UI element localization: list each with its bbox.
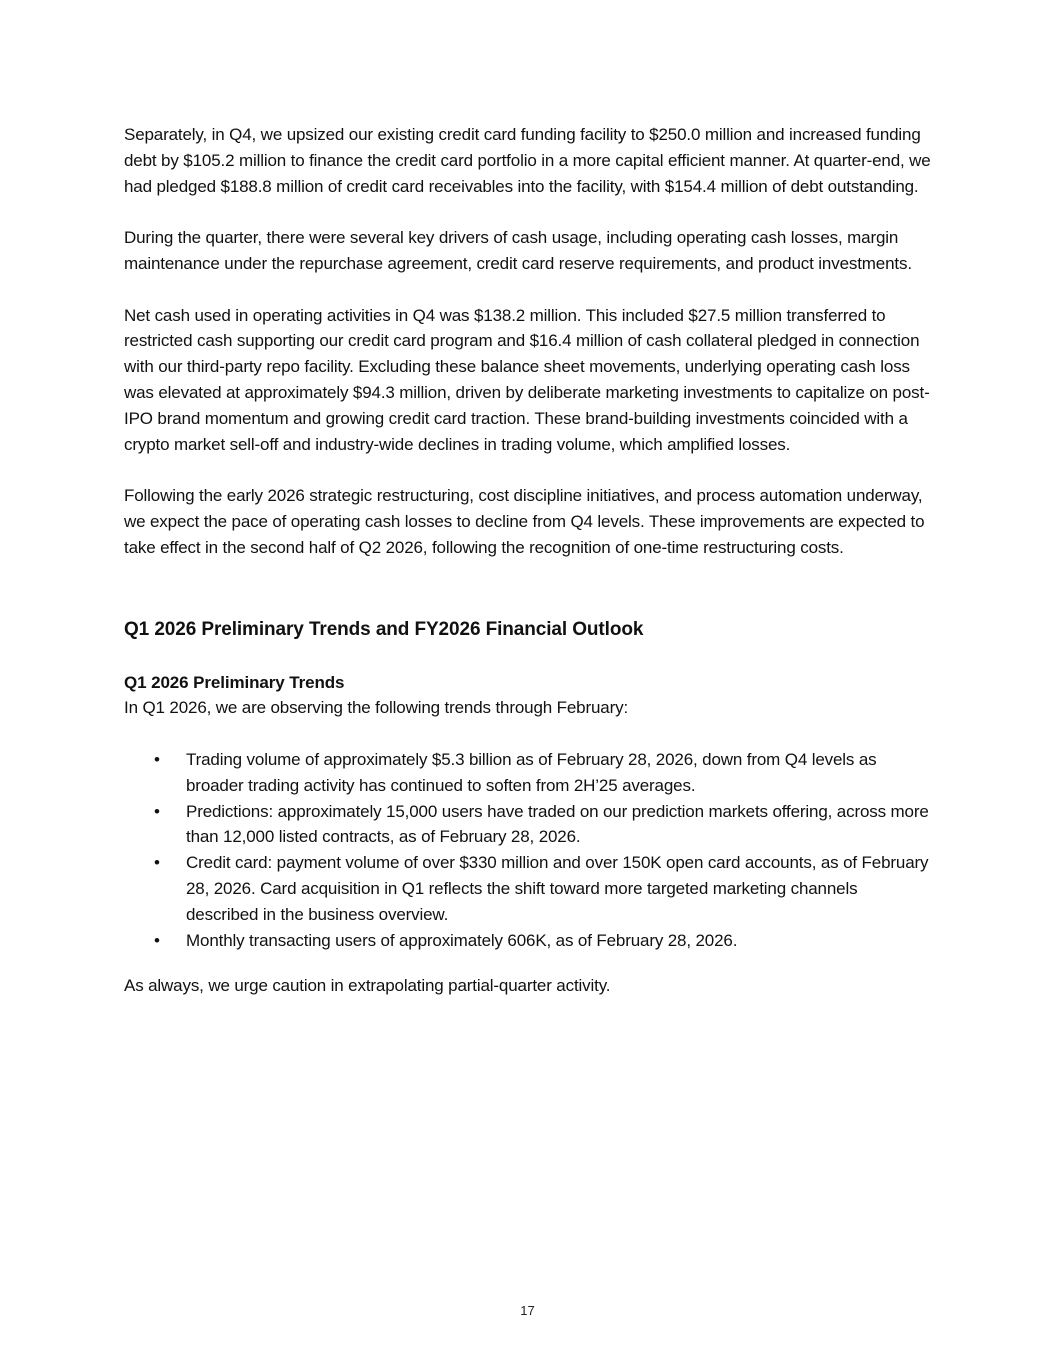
list-item-monthly-users [124, 928, 934, 954]
bullet-icon: • [154, 853, 160, 873]
bullet-icon: • [154, 930, 160, 950]
paragraph-operating-cash: Net cash used in operating activities in Q4 was $138.2 million. This included $27.5 million transferred to restricted cash supporting our credit card program and $16.4 million of cash collateral pledged in connection with our third-party repo facility. Excluding these balance sheet movements, underlying operating cash loss was elevated at approximately $94.3 million, driven by deliberate marketing investments to capitalize on post-IPO brand momentum and growing credit card traction. These brand-building investments coincided with a crypto market sell-off and industry-wide declines in trading volume, which amplified losses. [124, 305, 930, 454]
bullet-icon: • [154, 749, 160, 769]
list-item-trading-volume [124, 747, 934, 799]
trends-list [124, 747, 934, 953]
list-item-text: Credit card: payment volume of over $330 million and over 150K open card accounts, as of February 28, 2026. Card acquisition in Q1 reflects the shift toward more targeted marketing channels described in the business overview. [186, 853, 929, 924]
section-intro: In Q1 2026, we are observing the following trends through February: [124, 698, 629, 718]
section-heading: Q1 2026 Preliminary Trends and FY2026 Financial Outlook [124, 618, 644, 640]
list-item-predictions [124, 799, 934, 851]
paragraph-restructuring-outlook: Following the early 2026 strategic restructuring, cost discipline initiatives, and process automation underway, we expect the pace of operating cash losses to decline from Q4 levels. These improvements are expected to take effect in the second half of Q2 2026, following the recognition of one-time restructuring costs. [124, 486, 925, 557]
paragraph-credit-card-facility: Separately, in Q4, we upsized our existing credit card funding facility to $250.0 million and increased funding debt by $105.2 million to finance the credit card portfolio in a more capital efficient manner. At quarter-end, we had pledged $188.8 million of credit card receivables into the facility, with $154.4 million of debt outstanding. [124, 125, 931, 196]
list-item-credit-card [124, 850, 934, 927]
page-number: 17 [520, 1303, 535, 1318]
subsection-heading: Q1 2026 Preliminary Trends [124, 672, 345, 692]
list-item-text: Trading volume of approximately $5.3 billion as of February 28, 2026, down from Q4 levels as broader trading activity has continued to soften from 2H’25 averages. [186, 749, 877, 795]
page-content [124, 122, 934, 999]
paragraph-cash-usage-drivers: During the quarter, there were several key drivers of cash usage, including operating cash losses, margin maintenance under the repurchase agreement, credit card reserve requirements, and product investments. [124, 228, 912, 273]
list-item-text: Predictions: approximately 15,000 users have traded on our prediction markets offering, across more than 12,000 listed contracts, as of February 28, 2026. [186, 801, 929, 847]
closing-note: As always, we urge caution in extrapolating partial-quarter activity. [124, 976, 611, 996]
bullet-icon: • [154, 801, 160, 821]
list-item-text: Monthly transacting users of approximately 606K, as of February 28, 2026. [186, 930, 738, 950]
